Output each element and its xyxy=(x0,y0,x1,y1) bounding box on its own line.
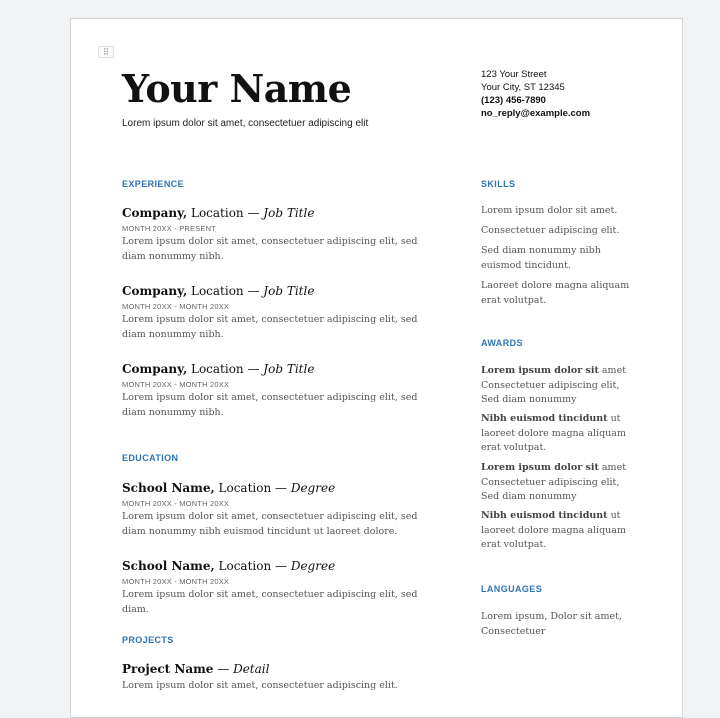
award-item xyxy=(481,509,631,553)
entry-description: Lorem ipsum dolor sit amet, consectetuer adipiscing elit, sed diam nonummy nibh euismod tincidunt ut laoreet dolore. xyxy=(122,511,418,537)
skill-item: Laoreet dolore magna aliquam erat volutpat. xyxy=(481,280,630,306)
award-text: ut laoreet dolore magna aliquam erat volutpat. xyxy=(481,413,626,453)
awards-section xyxy=(481,338,631,348)
project-entry xyxy=(122,661,422,694)
entry-location: Location — xyxy=(187,284,264,298)
education-section xyxy=(122,453,422,463)
skill-item: Consectetuer adipiscing elit. xyxy=(481,225,620,236)
entry-role: Job Title xyxy=(263,206,315,220)
award-title: Nibh euismod tincidunt xyxy=(481,510,608,521)
award-text: ut laoreet dolore magna aliquam erat volutpat. xyxy=(481,510,626,550)
entry-org: Company, xyxy=(122,284,188,298)
address-line-1: 123 Your Street xyxy=(481,69,547,80)
section-heading-projects: PROJECTS xyxy=(122,635,174,645)
education-entry xyxy=(122,558,422,617)
award-item xyxy=(481,412,631,456)
resume-name: Your Name xyxy=(122,66,352,111)
project-detail: Detail xyxy=(233,662,270,676)
document-page[interactable] xyxy=(70,18,683,718)
phone-number: (123) 456-7890 xyxy=(481,95,546,106)
projects-section xyxy=(122,635,422,645)
section-heading-languages: LANGUAGES xyxy=(481,584,543,594)
section-heading-skills: SKILLS xyxy=(481,179,516,189)
contact-block xyxy=(481,68,590,120)
entry-dates: MONTH 20XX - MONTH 20XX xyxy=(122,302,230,311)
entry-description: Lorem ipsum dolor sit amet, consectetuer adipiscing elit, sed diam nonummy nibh. xyxy=(122,236,418,262)
entry-description: Lorem ipsum dolor sit amet, consectetuer adipiscing elit, sed diam. xyxy=(122,589,418,615)
entry-title xyxy=(122,361,422,377)
section-heading-experience: EXPERIENCE xyxy=(122,179,185,189)
experience-entry xyxy=(122,283,422,342)
entry-description: Lorem ipsum dolor sit amet, consectetuer adipiscing elit. xyxy=(122,680,398,691)
entry-role: Degree xyxy=(290,559,336,573)
entry-location: Location — xyxy=(214,559,291,573)
entry-dates: MONTH 20XX - MONTH 20XX xyxy=(122,499,230,508)
entry-role: Job Title xyxy=(263,284,315,298)
entry-dates: MONTH 20XX - MONTH 20XX xyxy=(122,577,230,586)
address-line-2: Your City, ST 12345 xyxy=(481,82,565,93)
project-separator: — xyxy=(213,662,234,676)
entry-org: School Name, xyxy=(122,559,215,573)
languages-section xyxy=(481,584,631,594)
project-name: Project Name xyxy=(122,662,214,676)
experience-entry xyxy=(122,361,422,420)
education-entry xyxy=(122,480,422,539)
award-item xyxy=(481,461,631,505)
resume-tagline: Lorem ipsum dolor sit amet, consectetuer adipiscing elit xyxy=(122,118,369,129)
entry-location: Location — xyxy=(187,206,264,220)
skill-item: Sed diam nonummy nibh euismod tincidunt. xyxy=(481,245,601,271)
section-heading-education: EDUCATION xyxy=(122,453,179,463)
entry-title xyxy=(122,558,422,574)
entry-role: Degree xyxy=(290,481,336,495)
entry-org: Company, xyxy=(122,206,188,220)
award-text: amet Consectetuer adipiscing elit, Sed diam nonummy xyxy=(481,462,627,502)
entry-title xyxy=(122,205,422,221)
entry-role: Job Title xyxy=(263,362,315,376)
entry-title xyxy=(122,480,422,496)
entry-description: Lorem ipsum dolor sit amet, consectetuer adipiscing elit, sed diam nonummy nibh. xyxy=(122,392,418,418)
entry-dates: MONTH 20XX - MONTH 20XX xyxy=(122,380,230,389)
entry-title xyxy=(122,283,422,299)
experience-entry xyxy=(122,205,422,264)
award-text: amet Consectetuer adipiscing elit, Sed diam nonummy xyxy=(481,365,627,405)
email-address: no_reply@example.com xyxy=(481,108,591,119)
drag-handle-icon[interactable]: ⠿ xyxy=(98,46,114,58)
award-title: Nibh euismod tincidunt xyxy=(481,413,608,424)
award-title: Lorem ipsum dolor sit xyxy=(481,365,599,376)
skills-section xyxy=(481,179,631,189)
entry-org: School Name, xyxy=(122,481,215,495)
experience-section xyxy=(122,179,422,189)
entry-dates: MONTH 20XX - PRESENT xyxy=(122,224,217,233)
section-heading-awards: AWARDS xyxy=(481,338,523,348)
languages-text: Lorem ipsum, Dolor sit amet, Consectetuer xyxy=(481,611,622,637)
award-title: Lorem ipsum dolor sit xyxy=(481,462,599,473)
entry-location: Location — xyxy=(214,481,291,495)
entry-description: Lorem ipsum dolor sit amet, consectetuer adipiscing elit, sed diam nonummy nibh. xyxy=(122,314,418,340)
entry-location: Location — xyxy=(187,362,264,376)
award-item xyxy=(481,364,631,408)
entry-title xyxy=(122,661,422,677)
entry-org: Company, xyxy=(122,362,188,376)
skill-item: Lorem ipsum dolor sit amet. xyxy=(481,205,618,216)
